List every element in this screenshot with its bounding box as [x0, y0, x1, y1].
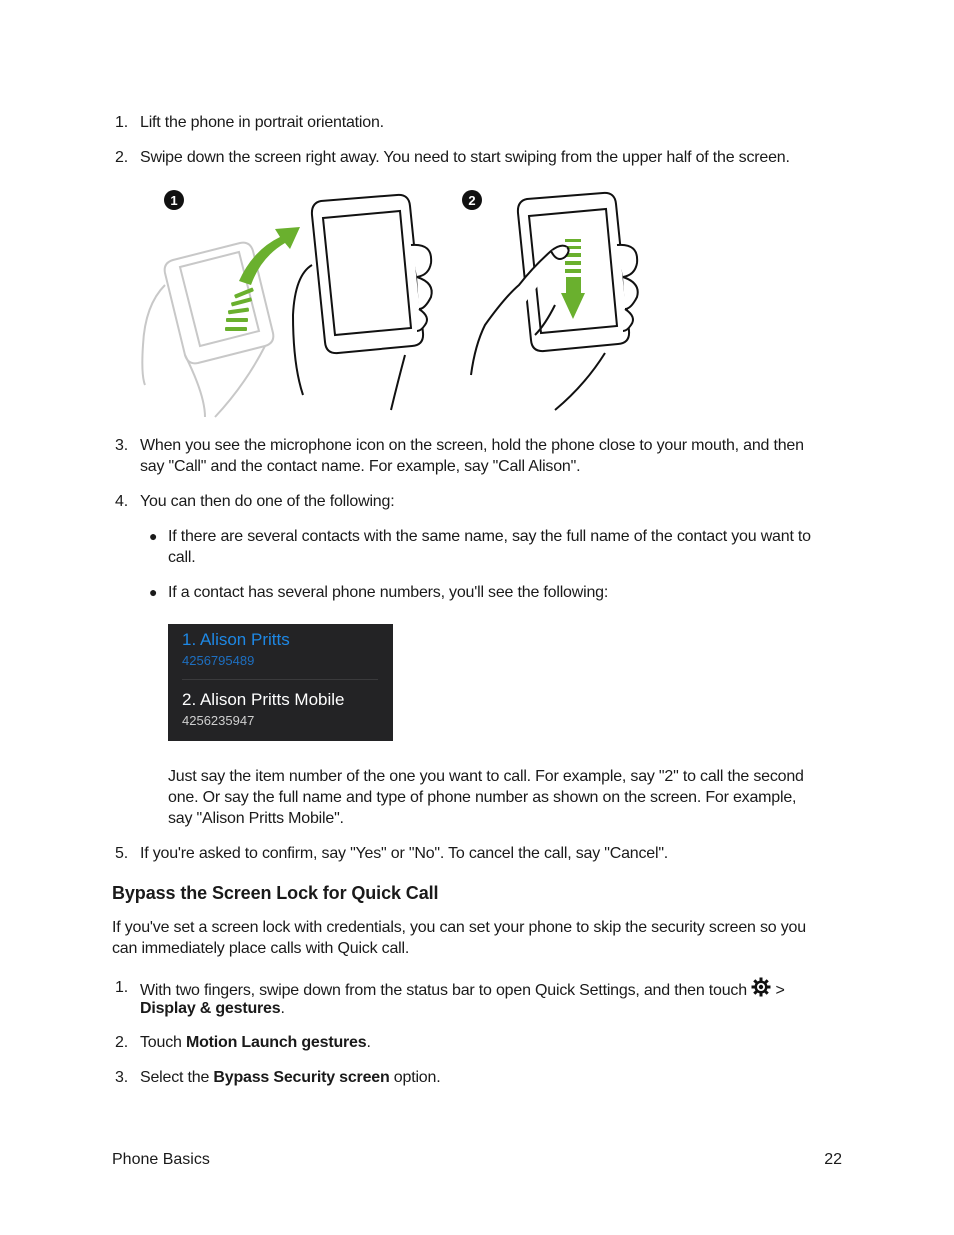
bullet-text-line: If there are several contacts with the same name, say the full name of the contact you want to — [168, 528, 811, 545]
step-badge-1 — [164, 190, 184, 210]
swipe-up-arrow-icon — [225, 227, 300, 331]
punctuation: . — [280, 1000, 285, 1017]
step-number: 5. — [115, 845, 128, 862]
instruction-line: one. Or say the full name and type of phone number as shown on the screen. For example, — [168, 789, 797, 806]
step-number: 1. — [115, 114, 128, 131]
badge-2-label: 2 — [468, 193, 476, 208]
step-text: Swipe down the screen right away. You need to start swiping from the upper half of the screen. — [140, 149, 790, 166]
contact-option-2-number: 4256235947 — [182, 713, 255, 728]
contact-option-1-number: 4256795489 — [182, 653, 255, 668]
settings-gear-icon — [751, 977, 771, 997]
breadcrumb-separator: > — [775, 982, 785, 999]
step-number: 1. — [115, 979, 128, 996]
section-intro-line: If you've set a screen lock with credentials, you can set your phone to skip the security screen so you — [112, 919, 806, 936]
step-text-end: option. — [389, 1069, 441, 1086]
bypass-step-1-line2 — [140, 998, 285, 1019]
swipe-gesture-illustration — [135, 185, 665, 420]
page-number: 22 — [824, 1151, 842, 1168]
bullet-text-line: If a contact has several phone numbers, you'll see the following: — [168, 584, 609, 601]
punctuation: . — [366, 1034, 371, 1051]
menu-item-motion-launch: Motion Launch gestures — [185, 1034, 367, 1051]
step-number: 2. — [115, 149, 128, 166]
bypass-step-2 — [140, 1032, 371, 1053]
badge-1-label: 1 — [170, 193, 178, 208]
bullet-dot: ● — [149, 584, 158, 600]
step-text-line: When you see the microphone icon on the screen, hold the phone close to your mouth, and then — [140, 437, 804, 454]
contact-option-2-name[interactable]: 2. Alison Pritts Mobile — [182, 690, 345, 709]
step-number: 2. — [115, 1034, 128, 1051]
step-text: Lift the phone in portrait orientation. — [140, 114, 384, 131]
instruction-line: say "Alison Pritts Mobile". — [168, 810, 344, 827]
step-number: 3. — [115, 1069, 128, 1086]
bypass-step-3 — [140, 1067, 440, 1088]
bullet-text-line: call. — [168, 549, 196, 566]
step-text: If you're asked to confirm, say "Yes" or "No". To cancel the call, say "Cancel". — [140, 845, 669, 862]
step-text: Touch — [140, 1034, 186, 1051]
bullet-dot: ● — [149, 528, 158, 544]
contact-choice-dialog — [168, 624, 393, 741]
step-text-line: say "Call" and the contact name. For example, say "Call Alison". — [140, 458, 581, 475]
option-bypass-security: Bypass Security screen — [213, 1069, 390, 1086]
step-text: Select the — [140, 1069, 214, 1086]
step-number: 3. — [115, 437, 128, 454]
phone-in-hand-icon — [293, 195, 432, 410]
menu-path-display-gestures: Display & gestures — [140, 1000, 281, 1017]
footer-section-title: Phone Basics — [112, 1151, 210, 1168]
dialog-divider — [182, 679, 378, 680]
bypass-step-1-text: With two fingers, swipe down from the status bar to open Quick Settings, and then touch — [140, 982, 747, 999]
section-intro-line: can immediately place calls with Quick call. — [112, 940, 410, 957]
section-heading: Bypass the Screen Lock for Quick Call — [112, 883, 439, 903]
step-number: 4. — [115, 493, 128, 510]
instruction-line: Just say the item number of the one you want to call. For example, say "2" to call the second — [168, 768, 804, 785]
step-badge-2 — [462, 190, 482, 210]
step-text: You can then do one of the following: — [140, 493, 395, 510]
contact-option-1-name[interactable]: 1. Alison Pritts — [182, 630, 290, 649]
